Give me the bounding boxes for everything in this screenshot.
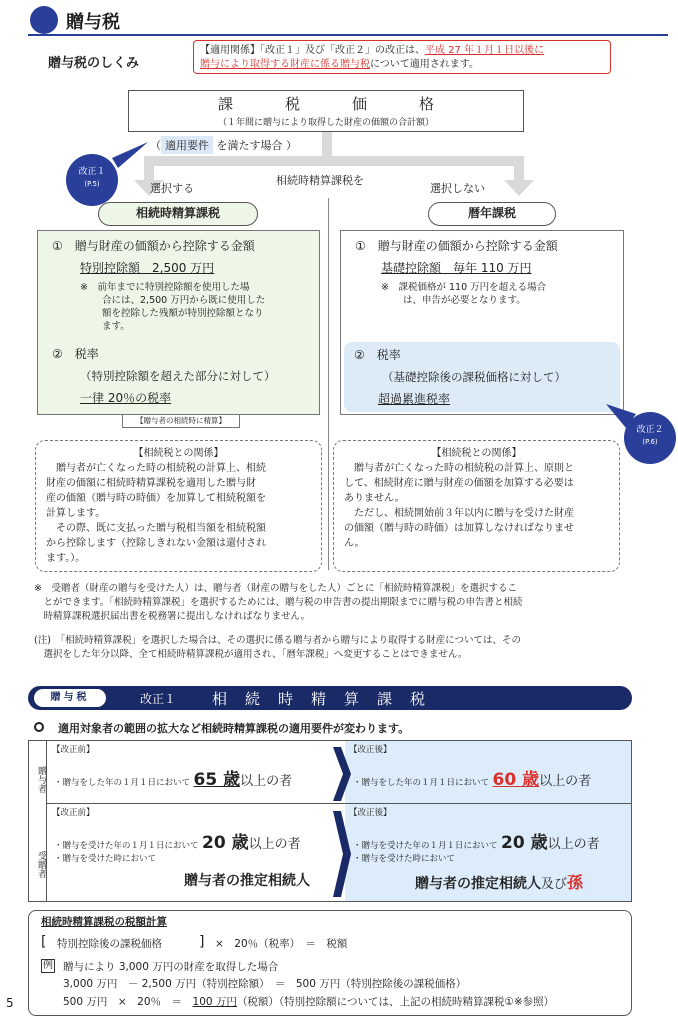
donor-after-cell bbox=[345, 741, 631, 803]
recipient-after-when: ・贈与を受けた時において bbox=[353, 854, 456, 864]
recipient-before-age: 20 歳 bbox=[202, 833, 249, 853]
after-tag: 【改正後】 bbox=[349, 745, 392, 755]
calendar-rate-panel bbox=[344, 342, 620, 412]
left-item1-note-3: 額を控除した残額が特別控除額となり bbox=[102, 308, 264, 319]
revision2-page: (P.6) bbox=[642, 438, 658, 446]
calendar-relation-box bbox=[333, 440, 620, 572]
settlement-relation-line: 産の価額（贈与時の時価）を加算して相続税額を bbox=[46, 493, 266, 504]
recipient-before-prefix: ・贈与を受けた年の１月１日において bbox=[54, 841, 199, 851]
settlement-taxation-pill: 相続時精算課税 bbox=[98, 202, 258, 226]
example-mark: 例 bbox=[43, 960, 53, 971]
choice-label: 相続時精算課税を bbox=[276, 174, 364, 187]
calendar-relation-line: の価額（贈与時の時価）は加算しなければなりませ bbox=[344, 523, 574, 534]
circle-bullet-icon bbox=[34, 722, 44, 732]
revision2-pointer bbox=[604, 400, 638, 430]
bracket-close-icon: ] bbox=[199, 934, 205, 950]
column-divider bbox=[328, 198, 329, 570]
recipient-before-when: ・贈与を受けた時において bbox=[54, 854, 157, 864]
calc-formula-rest: × 20％（税率） ＝ 税額 bbox=[215, 938, 348, 950]
left-item2-sub: （特別控除額を超えた部分に対して） bbox=[80, 369, 276, 383]
calendar-year-taxation-pill: 暦年課税 bbox=[428, 202, 556, 226]
revision-subheading: 適用対象者の範囲の拡大など相続時精算課税の適用要件が変わります。 bbox=[58, 722, 410, 735]
donor-after-age: 60 歳 bbox=[492, 770, 540, 790]
right-item2-title: ② 税率 bbox=[354, 348, 401, 362]
select-yes-label: 選択する bbox=[150, 182, 194, 195]
right-item1-value: 基礎控除額 毎年 110 万円 bbox=[381, 261, 532, 275]
donor-change-arrow bbox=[333, 747, 351, 801]
before-tag: 【改正前】 bbox=[52, 745, 95, 755]
settlement-link-label: 【贈与者の相続時に精算】 bbox=[122, 414, 240, 428]
right-arrow-head bbox=[504, 180, 534, 196]
comparison-table bbox=[28, 740, 632, 902]
calc-example-text: 贈与により 3,000 万円の財産を取得した場合 bbox=[63, 961, 279, 973]
donor-before-prefix: ・贈与をした年の１月１日において bbox=[54, 778, 191, 788]
select-no-label: 選択しない bbox=[430, 182, 485, 195]
settlement-relation-box bbox=[35, 440, 322, 572]
left-item1-note-2: 合には、2,500 万円から既に使用した bbox=[102, 295, 266, 306]
calendar-relation-line: ん。 bbox=[344, 538, 365, 549]
settlement-relation-line: 計算します。 bbox=[46, 508, 106, 519]
footnote-caution bbox=[34, 634, 634, 662]
requirement-chip: 適用要件 bbox=[161, 136, 213, 154]
footnote-line: (注) 「相続時精算課税」を選択した場合は、その選択に係る贈与者から贈与により取得する財産については、その bbox=[34, 635, 521, 646]
right-item1-title: ① 贈与財産の価額から控除する金額 bbox=[355, 239, 558, 253]
settlement-relation-line: その際、既に支払った贈与税相当額を相続税額 bbox=[46, 523, 266, 534]
recipient-before-who: 贈与者の推定相続人 bbox=[184, 873, 310, 889]
recipient-change-arrow bbox=[333, 811, 351, 897]
donor-before-cell bbox=[48, 741, 338, 803]
calc-formula-term: 特別控除後の課税価格 bbox=[57, 938, 162, 950]
calc-line-3-tax: 100 万円 bbox=[192, 996, 237, 1008]
settlement-detail-box bbox=[37, 230, 320, 415]
calc-line-2: 3,000 万円 － 2,500 万円（特別控除額） ＝ 500 万円（特別控除後の課税価格） bbox=[63, 978, 467, 990]
recipient-before-suffix: 以上の者 bbox=[248, 837, 301, 852]
calc-title: 相続時精算課税の税額計算 bbox=[41, 916, 167, 928]
recipient-after-and: 及び bbox=[541, 877, 568, 892]
calc-line-3-a: 500 万円 × 20％ ＝ bbox=[63, 996, 193, 1008]
left-item1-title: ① 贈与財産の価額から控除する金額 bbox=[52, 239, 255, 253]
recipient-after-grandchild: 孫 bbox=[567, 873, 584, 892]
right-item1-note-1: ※ 課税価格が 110 万円を超える場合 bbox=[381, 282, 547, 293]
left-item2-value: 一律 20％の税率 bbox=[80, 391, 172, 405]
revision1-page: (P.5) bbox=[84, 180, 100, 188]
recipient-row-label: 受贈者 bbox=[29, 803, 47, 901]
donor-row-label: 贈与者 bbox=[29, 741, 47, 803]
notice-text-1: 【適用関係】「改正１」及び「改正２」の改正は、 bbox=[200, 45, 425, 56]
recipient-before-cell bbox=[48, 804, 338, 901]
notice-text-2: について適用されます。 bbox=[370, 59, 479, 70]
banner-tax-pill: 贈与税 bbox=[34, 689, 106, 707]
revision1-badge bbox=[66, 154, 118, 206]
revision2-label: 改正２ bbox=[636, 425, 664, 435]
title-rule bbox=[28, 34, 668, 36]
revision1-pointer bbox=[112, 140, 152, 170]
banner-revision: 改正１ bbox=[140, 692, 177, 706]
calendar-relation-line: ただし、相続開始前３年以内に贈与を受けた財産 bbox=[344, 508, 574, 519]
settlement-relation-line: から控除します（控除しきれない金額は還付され bbox=[46, 538, 266, 549]
donor-before-suffix: 以上の者 bbox=[240, 774, 293, 789]
right-item2-value: 超過累進税率 bbox=[378, 392, 451, 406]
banner-title: 相続時精算課税 bbox=[212, 690, 444, 708]
footnote-line: 選択をした年分以降、全て相続時精算課税が適用され、「暦年課税」へ変更することはできません。 bbox=[34, 649, 468, 660]
recipient-after-cell bbox=[345, 804, 631, 901]
calendar-relation-line: して、相続財産に贈与財産の価額を加算する必要は bbox=[344, 478, 574, 489]
calendar-relation-line: 贈与者が亡くなった時の相続税の計算上、原則と bbox=[344, 463, 574, 474]
split-connector bbox=[144, 156, 524, 166]
donor-after-prefix: ・贈与をした年の１月１日において bbox=[353, 778, 490, 788]
settlement-relation-line: 財産の価額に相続時精算課税を適用した贈与財 bbox=[46, 478, 256, 489]
notice-highlight-1: 平成 27 年１月１日以後に bbox=[425, 45, 545, 56]
left-item1-value: 特別控除額 2,500 万円 bbox=[80, 261, 215, 275]
footnote-line: とができます。「相続時精算課税」を選択するためには、贈与税の申告書の提出期限までに贈与税の申告書と相続 bbox=[34, 597, 523, 608]
donor-before-age: 65 歳 bbox=[193, 770, 241, 790]
settlement-relation-line: 贈与者が亡くなった時の相続税の計算上、相続 bbox=[46, 463, 266, 474]
recipient-after-who: 贈与者の推定相続人 bbox=[415, 876, 541, 892]
after-tag: 【改正後】 bbox=[349, 808, 392, 818]
donor-after-suffix: 以上の者 bbox=[539, 774, 592, 789]
left-item2-title: ② 税率 bbox=[52, 347, 99, 361]
requirement-line bbox=[150, 136, 297, 154]
section-bullet bbox=[30, 6, 58, 34]
left-item1-note-1: ※ 前年までに特別控除額を使用した場 bbox=[80, 282, 250, 293]
before-tag: 【改正前】 bbox=[52, 808, 95, 818]
revision1-label: 改正１ bbox=[78, 167, 106, 177]
requirement-open: （ bbox=[150, 139, 161, 152]
footnote-line: ※ 受贈者（財産の贈与を受けた人）は、贈与者（財産の贈与をした人）ごとに「相続時精算課税」を選択するこ bbox=[34, 583, 517, 594]
tax-base-subtitle: （１年間に贈与により取得した財産の価額の合計額） bbox=[217, 118, 434, 128]
tax-base-box bbox=[128, 90, 524, 132]
footnote-line: 時精算課税選択届出書を税務署に提出しなければなりません。 bbox=[34, 611, 311, 622]
recipient-after-suffix: 以上の者 bbox=[547, 837, 600, 852]
bracket-open-icon: [ bbox=[41, 934, 47, 950]
calendar-relation-line: ありません。 bbox=[344, 493, 405, 504]
calendar-relation-title: 【相続税との関係】 bbox=[431, 448, 522, 459]
page-number: 5 bbox=[6, 996, 14, 1010]
calc-line-3 bbox=[63, 995, 554, 1009]
down-connector bbox=[322, 132, 332, 158]
notice-highlight-2: 贈与により取得する財産に係る贈与税 bbox=[200, 59, 370, 70]
recipient-after-age: 20 歳 bbox=[501, 833, 548, 853]
right-item1-note-2: は、申告が必要となります。 bbox=[403, 295, 526, 306]
right-arrow-stem bbox=[514, 156, 524, 182]
application-notice bbox=[193, 40, 611, 74]
left-item1-note-4: ます。 bbox=[102, 321, 130, 332]
footnote-selection bbox=[34, 582, 634, 624]
mechanism-heading: 贈与税のしくみ bbox=[48, 56, 140, 71]
tax-base-title: 課税価格 bbox=[217, 95, 486, 113]
settlement-relation-title: 【相続税との関係】 bbox=[133, 448, 224, 459]
requirement-rest: を満たす場合 ） bbox=[216, 139, 297, 152]
calc-line-3-c: （税額）（特別控除額については、上記の相続時精算課税①※参照） bbox=[236, 996, 555, 1008]
tax-calculation-box bbox=[28, 910, 632, 1016]
recipient-after-prefix: ・贈与を受けた年の１月１日において bbox=[353, 841, 498, 851]
settlement-relation-line: ます。）。 bbox=[46, 553, 86, 564]
page-title: 贈与税 bbox=[66, 12, 120, 33]
right-item2-sub: （基礎控除後の課税価格に対して） bbox=[382, 370, 566, 384]
